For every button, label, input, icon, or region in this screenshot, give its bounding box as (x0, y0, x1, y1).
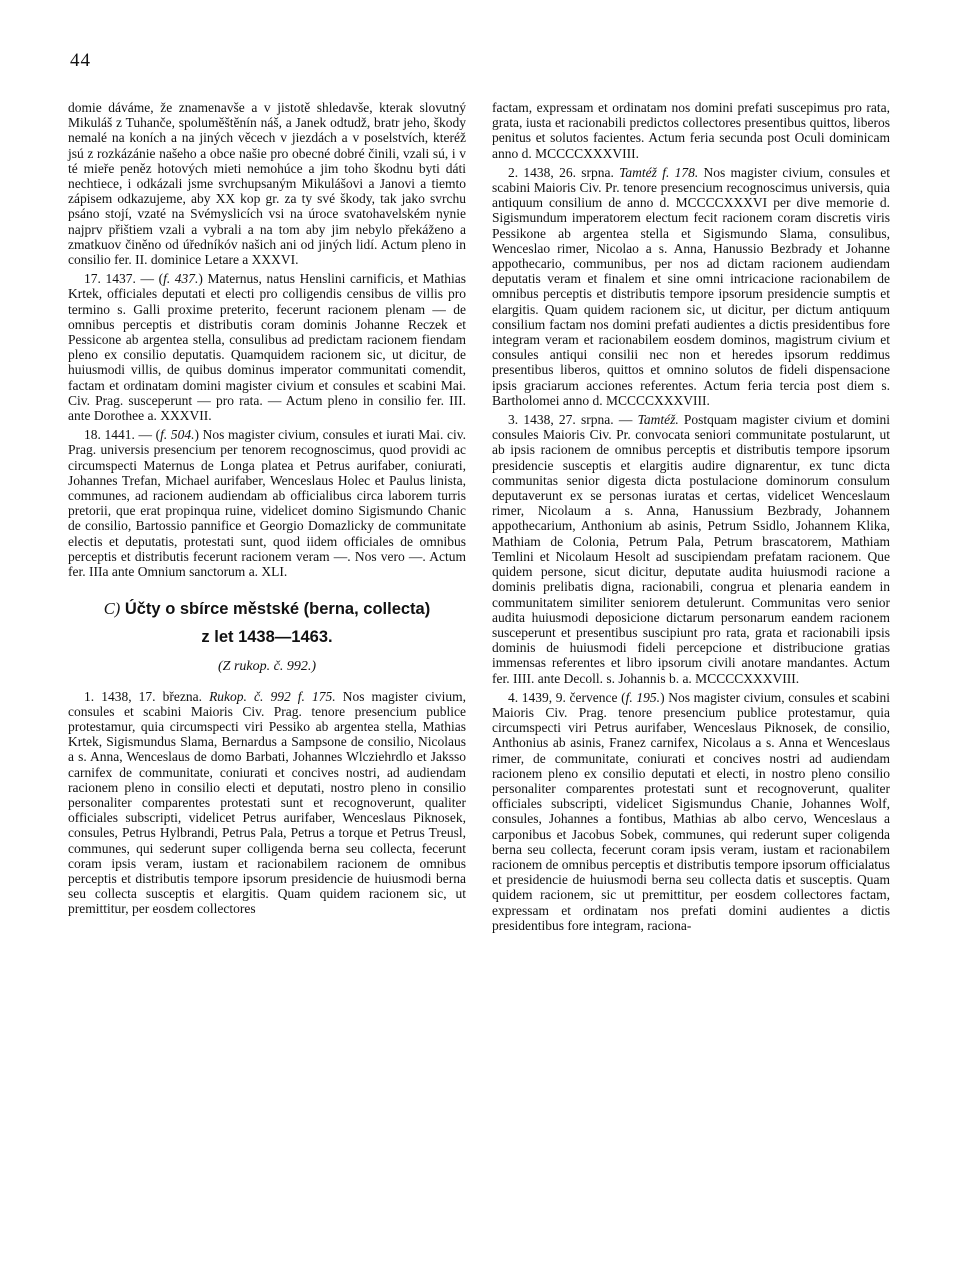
source-note: (Z rukop. č. 992.) (218, 659, 316, 675)
entry-text: ) Maternus, natus Henslini carnificis, et Mathias Krtek, officiales deputati et electi pro colligendis censibus de villis pro termino s. Galli proxime preterito, fecerunt racionem plenam — de omnibus perceptis et distributis coram dominis Johanne Reczek et Pessicone ab argentea stella, consulibus ad predictam racionem fiendam pleno ex consilio deputatis. Quamquidem racionem sic, ut dicitur, de huiusmodi villis, de quibus dominus imperator communitati comendit, factam et ordinatam domini magister civium et consules et scabini Mai. Civ. Prag. susceperunt — pro rata. — Actum pleno in consilio fer. III. ante Dorothee a. XXXVII. (68, 271, 466, 424)
entry-text: ) Nos magister civium, consules et iurati Mai. civ. Prag. universis presencium per tenorem recognoscimus, quod providi ac circumspecti Maternus de Longa platea et Petrus aurifaber, coniurati, Johannes Trefan, Michael aurifaber, Wenceslaus Holec et Paulus linista, communes, ad racionem audiendam ab officialibus circa laborem turris pretorii, que erat propinqua ruine, videlicet domino Sigismundo Chanic de consilio, Bartossio pannifice et Georgio Domazlicky de communitate electis et deputatis, protestati sunt, quod iidem officiales de omnibus perceptis et distributis fecerunt racionem veram —. Nos vero —. Actum fer. IIIa ante Omnium sanctorum a. XLI. (68, 427, 466, 580)
section-heading (68, 595, 466, 651)
entry-heading: 3. 1438, 27. srpna. — (508, 412, 638, 428)
entry-text: Nos magister civium, consules et scabini Maioris Civ. Pr. tenore presencium recognoscimus universis, quia antiquum consilium de anno d. MCCCCXXXVI per dive memorie d. Sigismundum imperatorem electum fecit racionem coram discretis viris Pessikone ab argentea stella et Sigismundo Slama, consulibus, Wenceslao rimer, Nicolao a s. Anna, Hanussio Bezbrady et Johanne appothecario, communibus, per nos ad dictam racionem audiendam deputatis veram et finalem et sine omni intricacione racionabilem de omnibus perceptis et distributis tempore ipsorum presidencie sumptis et elargitis. Quam quidem racionem sic, ut dicitur, per dictum antiquum consilium factam nos domini prefati audientes a dictis presidentibus fore integram veram et racionabilem eosdem dominos, magistrum civium et consules antiqui consilii nec non et heredes ipsorum reddimus presentibus liberos, quittos et omnino solutos de fideli dispensacione ipsis graciarum acciones referentes. Actum feria tercia post diem s. Bartholomei anno d. MCCCCXXXVIII. (492, 164, 891, 408)
entry-heading: 4. 1439, 9. července ( (508, 689, 626, 705)
entry-1 (68, 689, 466, 917)
folio-reference: f. 195. (625, 689, 661, 705)
folio-reference: f. 437. (163, 271, 199, 287)
page-number: 44 (70, 50, 91, 71)
folio-reference: Rukop. č. 992 f. 175. (209, 688, 336, 704)
entry-4 (492, 690, 890, 933)
section-letter: C) (103, 599, 121, 619)
entry-heading: 2. 1438, 26. srpna. (508, 164, 620, 180)
left-column (68, 100, 466, 917)
entry-2 (492, 165, 890, 408)
right-column (492, 100, 890, 933)
folio-reference: Tamtéž. (637, 412, 679, 428)
paragraph: factam, expressam et ordinatam nos domini prefati suscepimus pro rata, grata, iusta et racionabili predictos collectores presentibus quittos, liberos penitus et solutos facientes. Actum feria secunda post Oculi dominicam anno d. MCCCCXXXVIII. (492, 100, 890, 161)
entry-17 (68, 271, 466, 423)
entry-3 (492, 412, 890, 686)
entry-18 (68, 427, 466, 579)
entry-text: ) Nos magister civium, consules et scabini Maioris Civ. Prag. tenore presencium publice protestamur, quia circumspecti viri Petrus aurifaber, Wenceslaus Piknosek, de consilio, Anthonius ab asinis, Franez carnifex, Nicolaus a s. Anna et Wenceslaus rimer, de communitate, coniurati et concives nostri ad audiendam racionem pleno ex consilio deputati et electi, in nostro pleno consilio personaliter comparentes protestati sunt et recognoverunt, qualiter officiales subscripti, videlicet Sigismundus Chanie, Johannes Wolf, consules, Johannes a fontibus, Mathias ab albo cervo, Wenceslaus a carponibus et Jacobus Sobek, communes, qui rederunt super coligenda berna seu collecta, fecerunt coram ipsis veram, iustam et racionabilem racionem de omnibus perceptis et distributis tempore ipsorum officialatus et presidencie de huiusmodi berna seu collecta datis et susceptis. Quam quidem racionem, sic ut premittitur, per eosdem collectores factam, expressam et ordinatam nos prefati domini audientes a dictis presidentibus fore integram, raciona- (492, 689, 890, 933)
folio-reference: f. 504. (160, 427, 195, 443)
paragraph: domie dáváme, že znamenavše a v jistotě shledavše, kterak slovutný Mikuláš z Tuhanče, spoluměštěnín náš, a Janek odtudž, bratr jeho, škody nemalé na koních a na jiných věcech v jiezdách a v poselstvích, kteréž jsú z rozkázánie našeho a obce našie pro obecné dobré činili, vzali sú, i v té mieře peněz hotových mieti nemohúce a jim toho škodnu byti dáti nechtiece, i odkázali jsme svrchupsaným Mikulášovi a Janovi a tiemto zápisem odkazujeme, aby XX kop gr. za ty své škody, tak jako svrchu psáno stojí, vzaté na Svémyslicích vsi na úroce svatohavelském nynie najprv přištiem vzali a vybrali a na tom aby jim nebylo překáženo a zmatkuov činěno od úředníkóv našich ani od jiných lidí. Actum pleno in consilio fer. II. dominice Letare a XXXVI. (68, 100, 466, 268)
folio-reference: Tamtéž f. 178. (619, 164, 699, 180)
entry-text: Nos magister civium, consules et scabini Maioris Civ. Prag. tenore presencium publice protestamur, quia circumspecti viri Pessiko ab argentea stella, Mathias Krtek, Sigismundus Slama, Bernardus a Sampsone de consilio, Nicolaus a s. Anna, Wenceslaus de domo Barbati, Johannes Wlcziehrdlo et Jaksso carnifex de communitate, coniurati et concives nostri, ad audiendam racionem pleno in consilio electi et deputati, nostro pleno in consilio personaliter comparentes protestati sunt et recognoverunt, qualiter officiales subscripti, videlicet Petrus aurifaber, Wenceslaus Piknosek, consules, Petrus Hylbrandi, Petrus Pala, Petrus a torque et Petrus Treusl, communes, qui sederunt super colligenda berna seu collecta, fecerunt coram ipsis veram, iustam et racionabilem racionem de omnibus perceptis et distributis tempore ipsorum presidencie de huiusmodi berna seu collecta susceptis et elargitis. Quam quidem racionem sic, ut premittitur, per eosdem collectores (68, 688, 466, 917)
entry-heading: 1. 1438, 17. března. (84, 688, 210, 704)
entry-heading: 18. 1441. — ( (84, 427, 161, 443)
section-title-line1: Účty o sbírce městské (berna, collecta) (124, 600, 431, 619)
entry-text: Postquam magister civium et domini consules Maioris Civ. Pr. convocata seniori communitate postularunt, ut ab ipsis racionem de omnibus perceptis et distributis tempore ipsorum presidencie susceptis et elargitis audire dignarentur, ex tunc dicta communitas senior digesta dicta postulacione dominorum consulum deputaverunt ex se personas iuratas et certas, videlicet Wenceslaum rimer, Nicolaum a s. Anna, Hanussium Bezbrady, Johannem appothecarium, Anthonium ab asinis, Petrum Ssidlo, Johannem Klika, Mathiam de Colonia, Petrum Pala, Petrum brascatorem, Mathiam Temlini et Nicolaum Hesolt ad suscipiendam prefatam racionem. Que quidem persone, sicut dicitur, deputate audita huiusmodi racione a dominis prelibatis digna, racionabili, congrua et plenaria eandem in communitatem similiter seniorem detulerunt. Communitas vero senior audita huiusmodi deposicione dictarum personarum eandem racionem susceperunt et presentibus suscipiunt pro rata, grata et racionabili ipsis dominis de huiusmodi fideli percepcione et distribucione gratias immensas referentes et libro ipsorum civili anotare mandantes. Actum fer. IIII. ante Decoll. s. Johannis b. a. MCCCCXXXVIII. (492, 412, 890, 686)
entry-heading: 17. 1437. — ( (84, 271, 164, 287)
section-title-line2: z let 1438—1463. (201, 628, 333, 647)
